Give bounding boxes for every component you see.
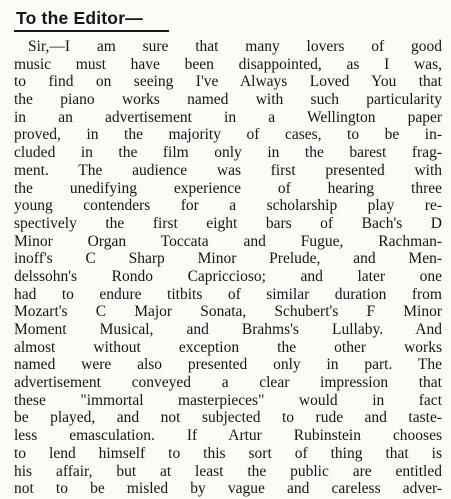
body-line: cluded in the film only in the barest frag- <box>14 144 442 162</box>
body-line: advertisement conveyed a clear impression that <box>14 374 442 392</box>
body-line: the piano works named with such particularity <box>14 91 442 109</box>
body-line: music must have been disappointed, as I was, <box>14 55 442 73</box>
body-line: young contenders for a scholarship play re- <box>14 197 442 215</box>
body-line: had to endure titbits of similar duration from <box>14 285 442 303</box>
section-heading: To the Editor— <box>16 8 143 28</box>
body-line: Moment Musical, and Brahms's Lullaby. And <box>14 321 442 338</box>
body-line: Mozart's C Major Sonata, Schubert's F Minor <box>14 303 442 321</box>
body-line: delssohn's Rondo Capriccioso; and later one <box>14 267 442 285</box>
body-line: the unedifying experience of hearing three <box>14 179 442 197</box>
body-line: to find on seeing I've Always Loved You that <box>14 73 442 91</box>
body-line: in an advertisement in a Wellington paper <box>14 108 442 126</box>
body-line: less emasculation. If Artur Rubinstein chooses <box>14 427 442 445</box>
body-line: proved, in the majority of cases, to be in- <box>14 126 442 144</box>
body-line: ment. The audience was first presented with <box>14 161 442 179</box>
body-line: Sir,—I am sure that many lovers of good <box>28 38 442 55</box>
body-line: named were also presented only in part. The <box>14 356 442 374</box>
body-line: almost without exception the other works <box>14 338 442 356</box>
body-line: inoff's C Sharp Minor Prelude, and Men- <box>14 250 442 268</box>
body-line: spectively the first eight bars of Bach's D <box>14 214 442 232</box>
body-line: be played, and not subjected to rude and taste- <box>14 409 442 427</box>
heading-underline <box>14 30 169 32</box>
body-line: to lend himself to this sort of thing that is <box>14 444 442 462</box>
body-line: these "immortal masterpieces" would in fact <box>14 391 442 409</box>
body-line: not to be misled by vague and careless adver- <box>14 480 442 498</box>
body-line: Minor Organ Toccata and Fugue, Rachman- <box>14 232 442 250</box>
body-line: his affair, but at least the public are entitled <box>14 462 442 480</box>
letter-body <box>14 38 442 498</box>
